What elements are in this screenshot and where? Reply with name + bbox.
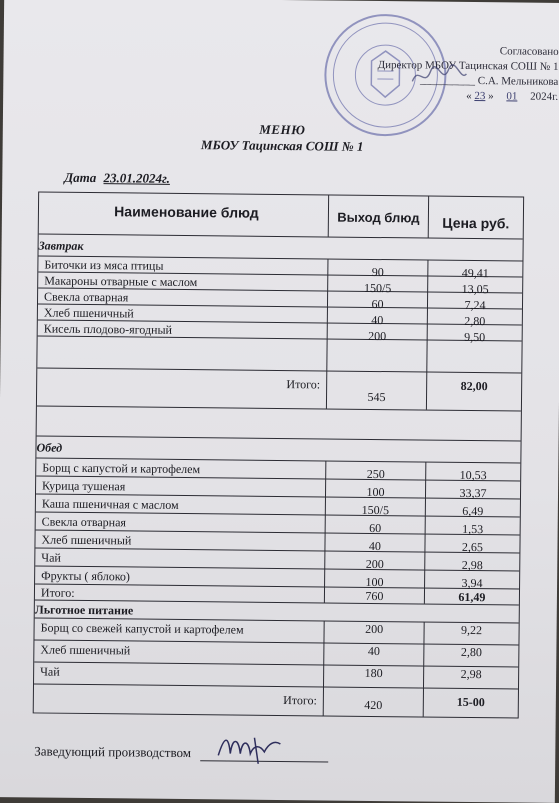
- menu-title: МЕНЮ: [259, 121, 306, 138]
- cell-name: Каша пшеничная с маслом: [36, 494, 326, 514]
- discount-total-yield: 420: [324, 687, 424, 716]
- discount-total-price: 15-00: [456, 694, 485, 710]
- cell-name: Биточки из мяса птицы: [38, 256, 328, 274]
- date-value: 23.01.2024г.: [103, 170, 171, 186]
- cell-yield: 40: [325, 533, 425, 551]
- cell-name: Хлеб пшеничный: [38, 304, 328, 322]
- approval-position: Директор МБОУ Тацинская СОШ № 1: [377, 59, 559, 73]
- section-lunch: Обед: [36, 436, 520, 463]
- cell-yield: 250: [326, 461, 426, 479]
- cell-price: 3,94: [461, 575, 483, 591]
- cell-name: Хлеб пшеничный: [34, 640, 324, 664]
- lunch-total-price: 61,49: [458, 589, 486, 605]
- approval-date-month: 01: [506, 90, 518, 103]
- cell-price: 2,80: [464, 313, 486, 329]
- approval-date-day: 23: [474, 90, 486, 103]
- header-yield: Выход блюд: [329, 196, 429, 238]
- breakfast-total-price: 82,00: [460, 378, 488, 394]
- cell-price: 7,24: [464, 297, 486, 313]
- table-header: [39, 192, 523, 239]
- cell-price: 6,49: [462, 503, 484, 519]
- cell-price: 10,53: [459, 467, 487, 483]
- cell-price: 13,05: [461, 281, 489, 297]
- cell-price: 9,50: [464, 329, 486, 345]
- menu-date: [64, 170, 170, 187]
- cell-yield: 150/5: [326, 497, 426, 515]
- cell-price: 2,65: [461, 539, 484, 555]
- cell-price: 2,80: [460, 644, 482, 660]
- cell-price: 9,22: [461, 622, 483, 638]
- cell-yield: 60: [328, 292, 428, 308]
- cell-price: 2,98: [460, 666, 482, 682]
- cell-name: Кисель плодово-ягодный: [38, 320, 328, 338]
- cell-yield: 90: [328, 260, 428, 276]
- cell-name: Свекла отварная: [38, 288, 328, 306]
- breakfast-total-row: [37, 368, 521, 411]
- cell-yield: 100: [326, 479, 426, 497]
- production-manager-label: Заведующий производством: [34, 743, 192, 761]
- cell-yield: 40: [324, 643, 424, 665]
- breakfast-total-yield: 545: [327, 371, 427, 409]
- cell-yield: 180: [324, 665, 424, 687]
- discount-total-label: Итого:: [34, 684, 324, 715]
- director-signature-icon: [408, 61, 468, 92]
- cell-name: Чай: [34, 662, 324, 686]
- breakfast-total-label: Итого:: [37, 368, 327, 408]
- cell-name: Хлеб пшеничный: [35, 530, 325, 550]
- cell-yield: 200: [324, 621, 424, 643]
- cell-yield: 150/5: [328, 276, 428, 292]
- header-price: Цена руб.: [442, 214, 510, 232]
- cell-name: Свекла отварная: [36, 512, 326, 532]
- approval-date-close: »: [488, 90, 494, 103]
- lunch-total-yield: 760: [325, 587, 425, 603]
- cell-yield: 200: [325, 551, 425, 569]
- cell-name: Борщ с капустой и картофелем: [36, 458, 326, 478]
- approval-signatory: __________ С.А. Мельникова: [419, 74, 559, 88]
- section-breakfast: Завтрак: [38, 234, 522, 261]
- date-label: Дата: [64, 169, 97, 186]
- header-name: Наименование блюд: [39, 192, 329, 236]
- table-row-empty: [37, 336, 521, 373]
- cell-yield: 200: [328, 324, 428, 340]
- manager-signature-icon: [214, 725, 292, 766]
- cell-price: 49,41: [461, 265, 489, 281]
- menu-table: [33, 191, 524, 718]
- cell-yield: 60: [326, 515, 426, 533]
- school-name: МБОУ Тацинская СОШ № 1: [200, 137, 364, 154]
- cell-price: 2,98: [461, 557, 483, 573]
- cell-price: 1,53: [462, 521, 484, 537]
- section-discount: Льготное питание: [35, 600, 519, 623]
- approval-date-year: 2024г.: [530, 90, 559, 103]
- lunch-total-label: Итого:: [35, 584, 325, 602]
- approval-date-open: «: [466, 89, 472, 102]
- cell-name: Борщ со свежей капустой и картофелем: [34, 618, 324, 642]
- cell-yield: 100: [325, 569, 425, 587]
- approval-heading: Согласовано: [499, 45, 559, 58]
- discount-total-row: [34, 684, 518, 717]
- cell-name: Фрукты ( яблоко): [35, 566, 325, 586]
- cell-yield: 40: [328, 308, 428, 324]
- cell-name: Курица тушеная: [36, 476, 326, 496]
- cell-name: Чай: [35, 548, 325, 568]
- cell-name: Макароны отварные с маслом: [38, 272, 328, 290]
- cell-price: 33,37: [459, 485, 487, 501]
